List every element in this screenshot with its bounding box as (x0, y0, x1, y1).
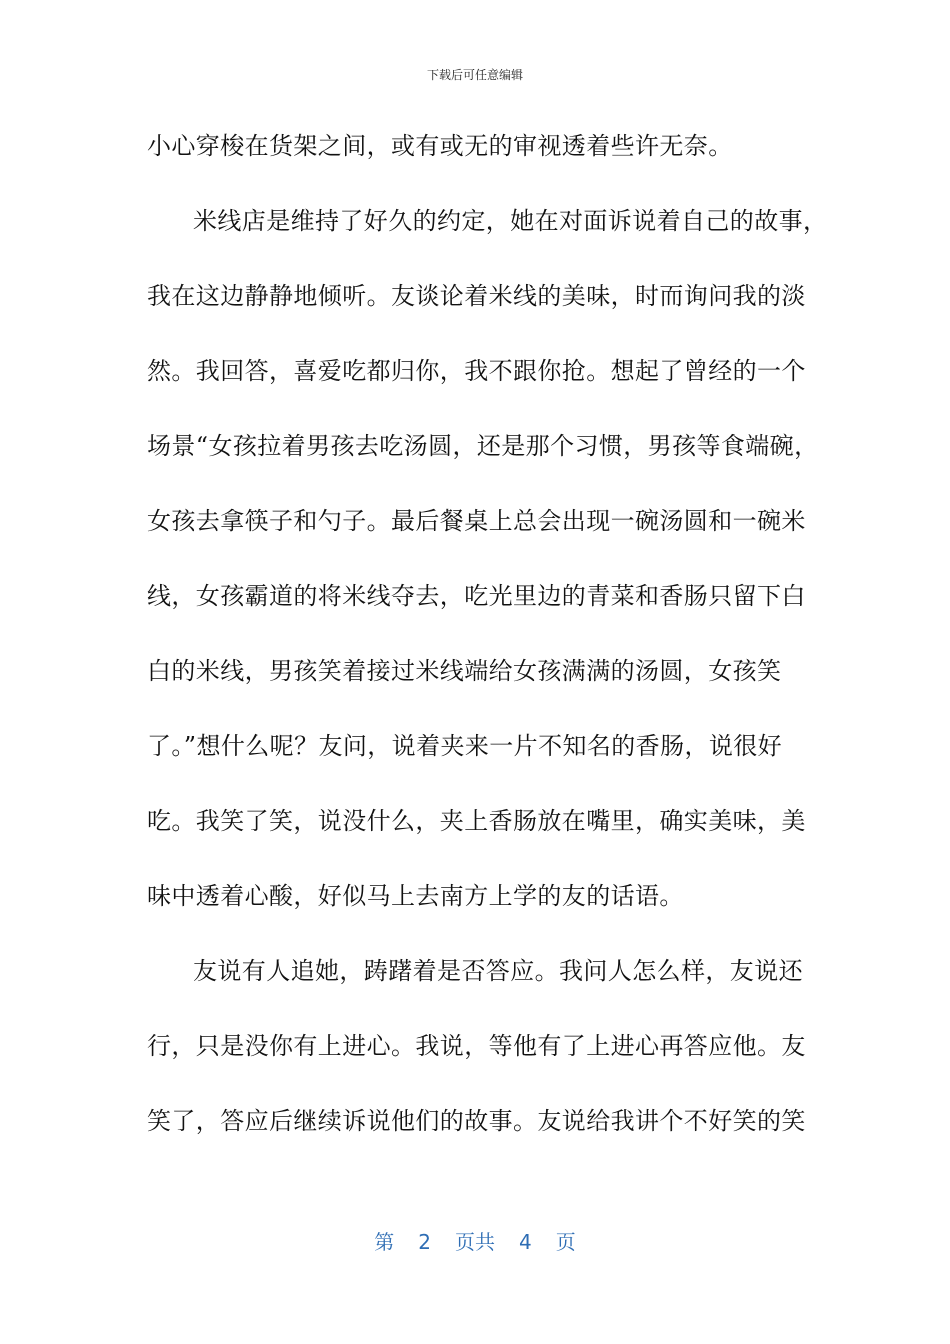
current-page-number: 2 (418, 1230, 431, 1254)
text-line: 吃。我笑了笑，说没什么，夹上香肠放在嘴里，确实美味，美 (147, 807, 806, 835)
text-line: 场景“女孩拉着男孩去吃汤圆，还是那个习惯，男孩等食端碗， (147, 432, 819, 460)
text-line: 笑了，答应后继续诉说他们的故事。友说给我讲个不好笑的笑 (147, 1107, 806, 1135)
text-line: 小心穿梭在货架之间，或有或无的审视透着些许无奈。 (147, 132, 733, 160)
page-footer (0, 1226, 950, 1255)
text-line: 行，只是没你有上进心。我说，等他有了上进心再答应他。友 (147, 1032, 806, 1060)
page-header: 下载后可任意编辑 (426, 68, 523, 82)
text-line: 我在这边静静地倾听。友谈论着米线的美味，时而询问我的淡 (147, 282, 806, 310)
text-line: 米线店是维持了好久的约定，她在对面诉说着自己的故事， (193, 207, 828, 235)
text-line: 友说有人追她，踌躇着是否答应。我问人怎么样，友说还 (193, 957, 803, 985)
text-line: 白的米线，男孩笑着接过米线端给女孩满满的汤圆，女孩笑 (147, 657, 782, 685)
of-label: 页共 (455, 1230, 495, 1254)
total-pages-number: 4 (519, 1230, 532, 1254)
text-line: 然。我回答，喜爱吃都归你，我不跟你抢。想起了曾经的一个 (147, 357, 806, 385)
text-line: 味中透着心酸，好似马上去南方上学的友的话语。 (147, 882, 684, 910)
text-line: 线，女孩霸道的将米线夺去，吃光里边的青菜和香肠只留下白 (147, 582, 806, 610)
text-line: 女孩去拿筷子和勺子。最后餐桌上总会出现一碗汤圆和一碗米 (147, 507, 806, 535)
page-label: 第 (374, 1230, 395, 1254)
pages-label: 页 (555, 1230, 576, 1254)
text-line: 了。”想什么呢？友问，说着夹来一片不知名的香肠，说很好 (147, 732, 783, 760)
